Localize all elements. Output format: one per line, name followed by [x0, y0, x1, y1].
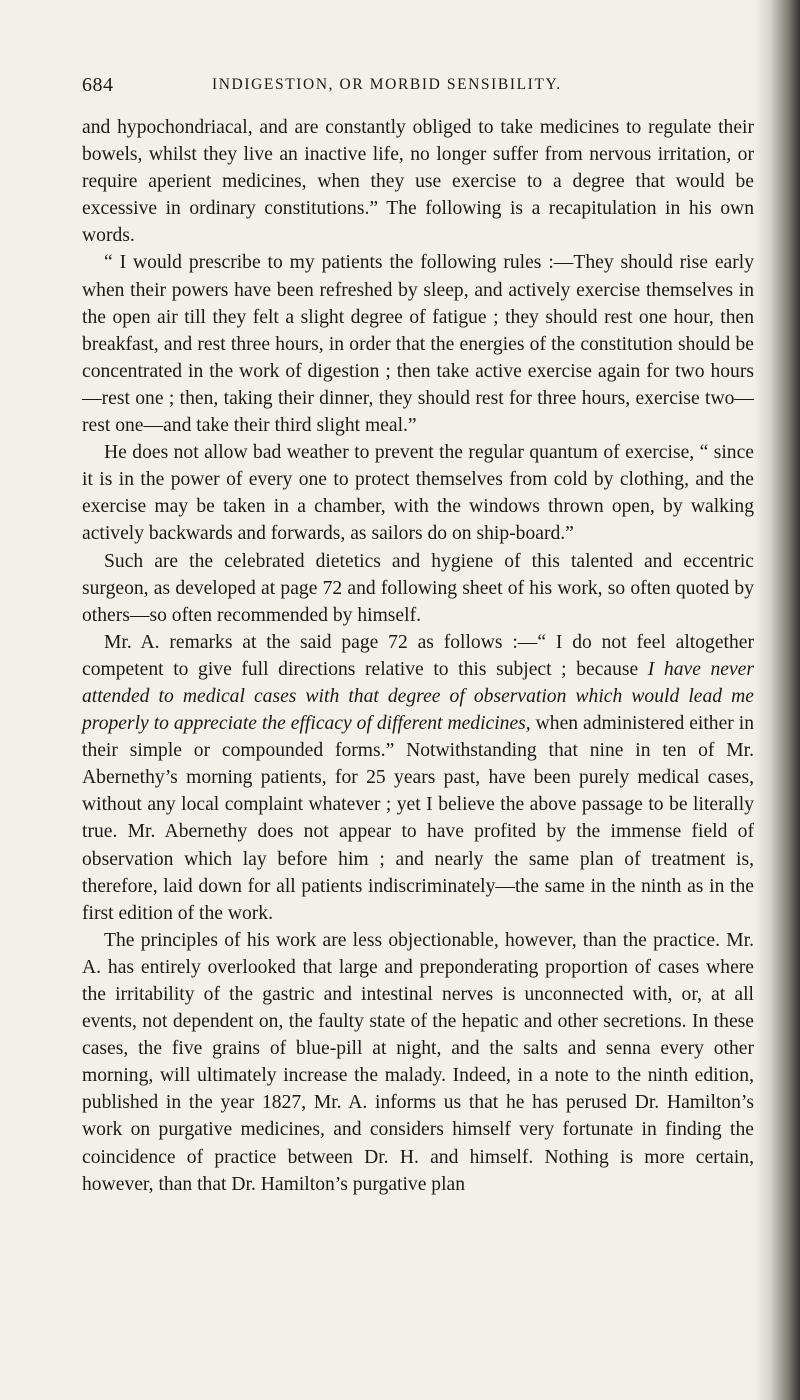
paragraph-principles — [82, 927, 754, 1198]
page-number: 684 — [82, 74, 114, 96]
paragraph-text: and hypochondriacal, and are constantly obliged to take medicines to regulate their bowels, whilst they live an inactive life, no longer suffer from nervous irritation, or require aperient medicines, when they use exercise to a degree that would be excessive in ordinary constitutions.” The following is a recapitulation in his own words. — [82, 117, 754, 247]
paragraph-page-72 — [82, 629, 754, 927]
body-text — [82, 114, 754, 1198]
paragraph-text: The principles of his work are less objectionable, however, than the practice. Mr. A. has entirely overlooked that large and preponderating proportion of cases where the irritability of the gastric and intestinal nerves is unconnected with, or, at all events, not dependent on, the faulty state of the hepatic and other secretions. In these cases, the five grains of blue-pill at night, and the salts and senna every other morning, will ultimately increase the malady. Indeed, in a note to the ninth edition, published in the year 1827, Mr. A. informs us that he has perused Dr. Hamilton’s work on purgative medicines, and considers himself very fortunate in finding the coincidence of practice between Dr. H. and himself. Nothing is more certain, however, than that Dr. Hamilton’s purgative plan — [82, 929, 754, 1195]
paragraph-continuation — [82, 114, 754, 249]
paragraph-dietetics — [82, 548, 754, 629]
paragraph-text: He does not allow bad weather to prevent the regular quantum of exercise, “ since it is in the power of every one to protect themselves from cold by clothing, and the exercise may be taken in a chamber, with the windows thrown open, by walking actively backwards and forwards, as sailors do on ship-board.” — [82, 442, 754, 545]
paragraph-text: Mr. A. remarks at the said page 72 as follows :—“ I do not feel altogether competent to give full directions relative to this subject ; because — [82, 631, 754, 680]
italic-quote: I have never attended to medical cases with that degree of observation which would lead me properly to appreciate the efficacy of different medicines, — [82, 658, 754, 735]
paragraph-text-continued: when administered either in their simple or compounded forms.” Notwithstanding that nine in ten of Mr. Abernethy’s morning patients, for 25 years past, have been purely medical cases, without any local complaint whatever ; yet I believe the above passage to be literally true. Mr. Abernethy does not appear to have profited by the immense field of observation which lay before him ; and nearly the same plan of treatment is, therefore, laid down for all patients indiscriminately—the same in the ninth as in the first edition of the work. — [82, 713, 754, 924]
paragraph-rules-quote — [82, 249, 754, 439]
running-title: INDIGESTION, OR MORBID SENSIBILITY. — [212, 76, 562, 93]
paragraph-text: “ I would prescribe to my patients the following rules :—They should rise early when their powers have been refreshed by sleep, and actively exercise themselves in the open air till they felt a slight degree of fatigue ; they should rest one hour, then breakfast, and rest three hours, in order that the energies of the constitution should be concentrated in the work of digestion ; then take active exercise again for two hours—rest one ; then, taking their dinner, they should rest for three hours, exercise two—rest one—and take their third slight meal.” — [82, 252, 754, 437]
binding-shadow — [754, 0, 800, 1400]
page-header — [82, 74, 762, 98]
paragraph-bad-weather — [82, 439, 754, 547]
paragraph-text: Such are the celebrated dietetics and hygiene of this talented and eccentric surgeon, as developed at page 72 and following sheet of his work, so often quoted by others—so often recommended by himself. — [82, 550, 754, 626]
